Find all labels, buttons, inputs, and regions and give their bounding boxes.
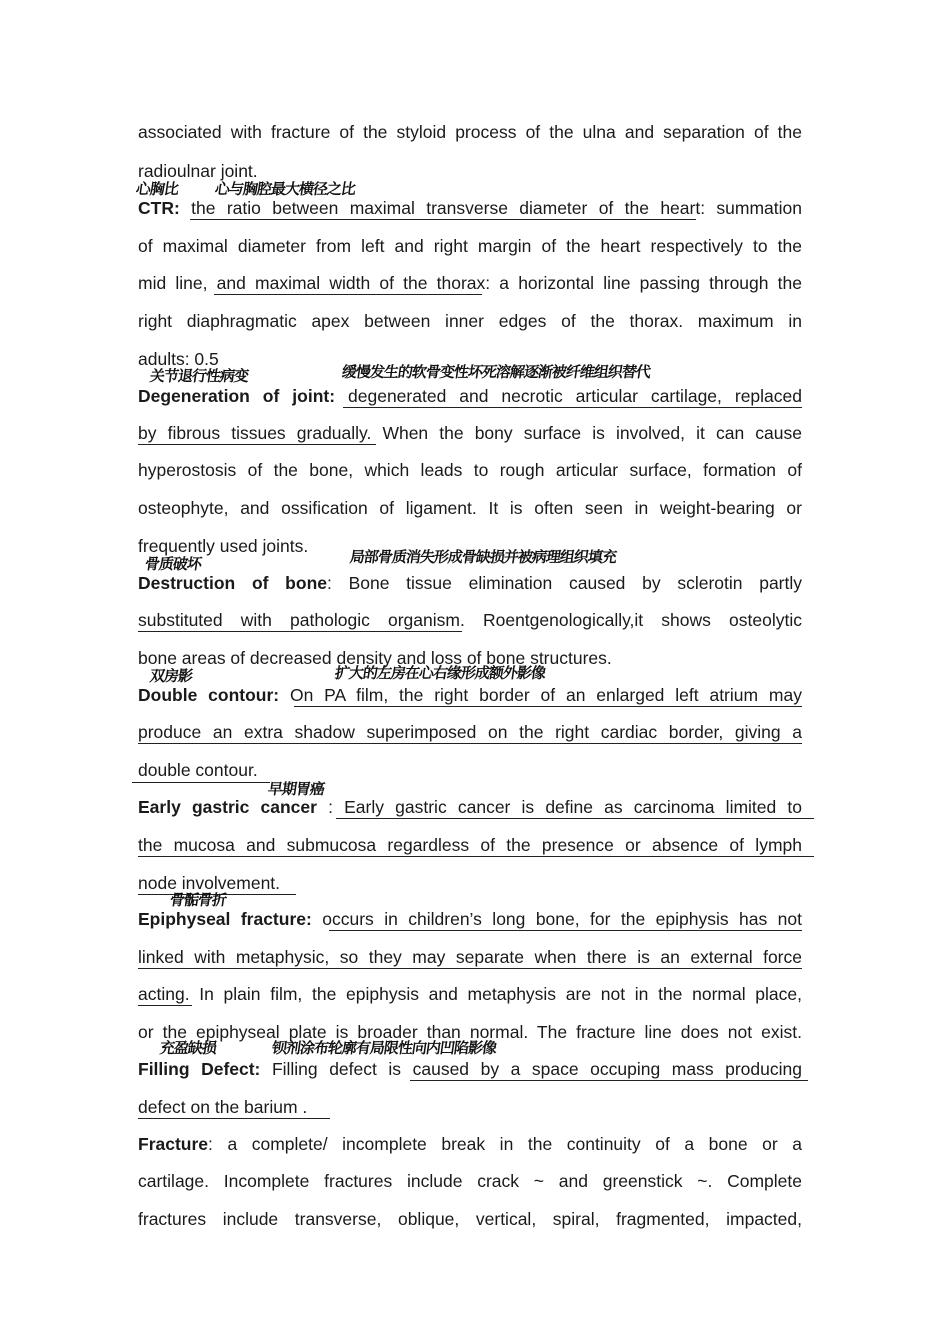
text-line: by fibrous tissues gradually. When the bony surface is involved, it can cause xyxy=(138,423,802,443)
underline xyxy=(343,407,802,408)
handwritten-annotation: 扩大的左房在心右缘形成额外影像 xyxy=(333,664,547,682)
text-line: linked with metaphysic, so they may separate when there is an external force xyxy=(138,947,802,967)
term-gastric: Early gastric cancer xyxy=(138,797,317,817)
definition-destruction xyxy=(138,572,802,594)
text-line: bone areas of decreased density and loss of bone structures. xyxy=(138,648,612,668)
text-line: produce an extra shadow superimposed on the right cardiac border, giving a xyxy=(138,722,802,742)
text-line: mid line, and maximal width of the thorax: a horizontal line passing through the xyxy=(138,273,802,293)
term-ctr: CTR: xyxy=(138,198,180,218)
handwritten-annotation: 早期胃癌 xyxy=(266,780,326,798)
handwritten-annotation: 骨质破坏 xyxy=(143,555,203,573)
definition-degeneration xyxy=(138,385,802,407)
underline xyxy=(138,1118,330,1119)
handwritten-annotation: 心胸比 xyxy=(134,180,180,198)
definition-text: Filling defect is caused by a space occuping mass producing xyxy=(260,1059,802,1079)
underline xyxy=(410,1080,808,1081)
definition-text: : a complete/ incomplete break in the continuity of a bone or a xyxy=(208,1134,802,1154)
text-line: cartilage. Incomplete fractures include crack ~ and greenstick ~. Complete xyxy=(138,1171,802,1191)
text-line: substituted with pathologic organism. Roentgenologically,it shows osteolytic xyxy=(138,610,802,630)
definition-text: : Bone tissue elimination caused by sclerotin partly xyxy=(327,573,802,593)
underline xyxy=(336,818,814,819)
underline xyxy=(329,930,802,931)
term-fracture: Fracture xyxy=(138,1134,209,1154)
term-destruction: Destruction of bone xyxy=(138,573,327,593)
underline xyxy=(138,1005,192,1006)
text-line: radioulnar joint. xyxy=(138,161,258,181)
text-line: the mucosa and submucosa regardless of the presence or absence of lymph xyxy=(138,835,802,855)
definition-fracture xyxy=(138,1133,802,1155)
definition-text: On PA film, the right border of an enlarged left atrium may xyxy=(279,685,802,705)
term-degeneration: Degeneration of joint: xyxy=(138,386,336,406)
definition-text: occurs in children’s long bone, for the epiphysis has not xyxy=(311,909,802,929)
text-line: acting. In plain film, the epiphysis and metaphysis are not in the normal place, xyxy=(138,984,802,1004)
text-line: defect on the barium . xyxy=(138,1097,308,1117)
underline xyxy=(132,782,270,783)
handwritten-annotation: 双房影 xyxy=(148,667,194,685)
term-double: Double contour: xyxy=(138,685,280,705)
underline xyxy=(138,444,376,445)
text-line: of maximal diameter from left and right margin of the heart respectively to the xyxy=(138,236,802,256)
definition-text: degenerated and necrotic articular cartilage, replaced xyxy=(348,386,802,406)
text-line: or the epiphyseal plate is broader than normal. The fracture line does not exist. xyxy=(138,1022,802,1042)
text-line: hyperostosis of the bone, which leads to rough articular surface, formation of xyxy=(138,460,802,480)
definition-double xyxy=(138,684,802,706)
handwritten-annotation: 局部骨质消失形成骨缺损并被病理组织填充 xyxy=(348,548,618,566)
definition-filling xyxy=(138,1058,802,1080)
underline xyxy=(294,706,802,707)
handwritten-annotation: 骨骺骨折 xyxy=(168,891,228,909)
definition-gastric xyxy=(138,796,802,818)
handwritten-annotation: 心与胸腔最大横径之比 xyxy=(213,180,357,198)
handwritten-annotation: 钡剂涂布轮廓有局限性向内凹陷影像 xyxy=(270,1039,498,1057)
underline xyxy=(138,856,814,857)
text-line: associated with fracture of the styloid process of the ulna and separation of the xyxy=(138,122,802,142)
text-line: right diaphragmatic apex between inner edges of the thorax. maximum in xyxy=(138,311,802,331)
definition-ctr xyxy=(138,197,802,219)
text-line: osteophyte, and ossification of ligament. It is often seen in weight-bearing or xyxy=(138,498,802,518)
text-line: frequently used joints. xyxy=(138,536,309,556)
term-filling: Filling Defect: xyxy=(138,1059,261,1079)
underline xyxy=(138,631,462,632)
definition-text: the ratio between maximal transverse diameter of the heart: summation xyxy=(191,198,802,218)
text-line: fractures include transverse, oblique, vertical, spiral, fragmented, impacted, xyxy=(138,1209,802,1229)
text-line: double contour. xyxy=(138,760,258,780)
text-line: node involvement. xyxy=(138,873,281,893)
underline xyxy=(138,743,802,744)
handwritten-annotation: 充盈缺损 xyxy=(158,1039,218,1057)
term-epiphyseal: Epiphyseal fracture: xyxy=(138,909,312,929)
underline xyxy=(214,294,482,295)
definition-text: : Early gastric cancer is define as carcinoma limited to xyxy=(316,797,802,817)
underline xyxy=(190,219,696,220)
handwritten-annotation: 关节退行性病变 xyxy=(148,367,250,385)
handwritten-annotation: 缓慢发生的软骨变性坏死溶解逐渐被纤维组织替代 xyxy=(340,363,652,381)
definition-epiphyseal xyxy=(138,908,802,930)
text-line: adults: 0.5 xyxy=(138,349,219,369)
underline xyxy=(138,968,802,969)
